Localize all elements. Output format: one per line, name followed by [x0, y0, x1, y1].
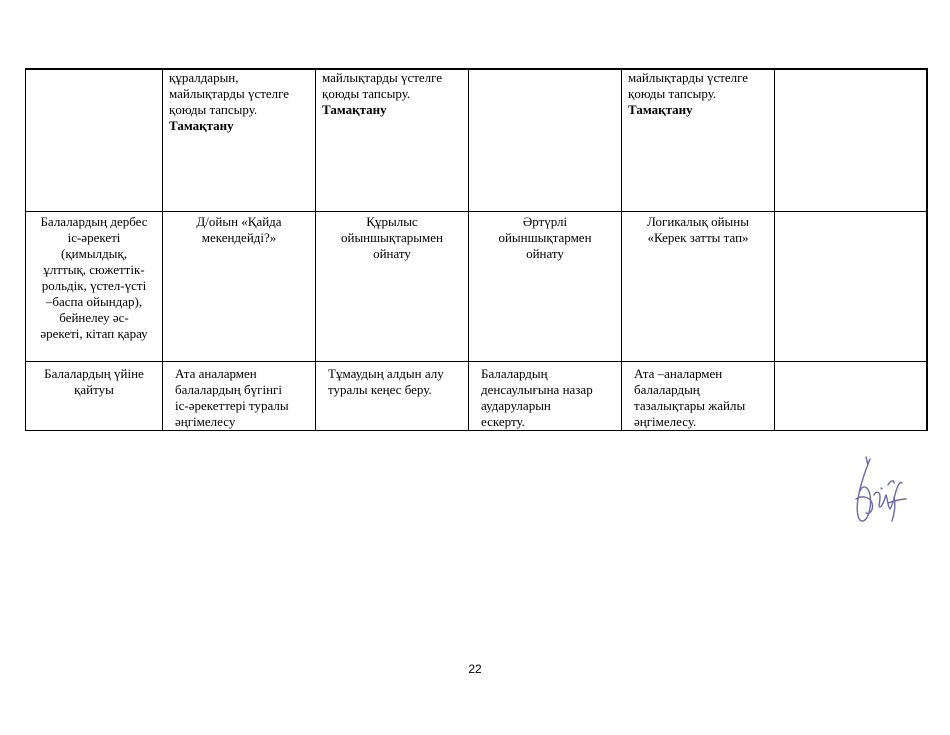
cell-text: әңгімелесу: [175, 413, 236, 429]
cell-text: қоюды тапсыру.: [628, 86, 717, 101]
cell-text: ұлттық, сюжеттік-: [43, 261, 145, 277]
row3-col4-cell: [469, 361, 622, 430]
cell-text: денсаулығына назар: [481, 381, 593, 397]
cell-text: Балалардың: [481, 365, 548, 381]
cell-text: Ата аналармен: [175, 365, 257, 381]
cell-text: майлықтарды үстелге: [322, 70, 443, 85]
cell-text: қоюды тапсыру.: [322, 86, 411, 101]
row1-col5-cell: [622, 69, 775, 211]
cell-text: ойыншықтарымен: [340, 229, 443, 245]
cell-text: Балалардың дербес: [40, 213, 148, 229]
row1-col4-cell: [469, 69, 622, 211]
cell-text: ескерту.: [481, 413, 525, 429]
cell-text: бейнелеу әс-: [59, 309, 129, 325]
cell-text: –баспа ойындар),: [45, 293, 143, 309]
row2-col2-cell: [163, 211, 316, 361]
cell-text: майлықтарды үстелге: [169, 86, 290, 101]
row2-col4-cell: [469, 211, 622, 361]
meal-label: Тамақтану: [628, 102, 693, 117]
cell-text: әңгімелесу.: [634, 413, 697, 429]
row2-col1-cell: [26, 211, 163, 361]
row2-col3-cell: [316, 211, 469, 361]
cell-text: Балалардың үйіне: [44, 365, 144, 381]
cell-text: іс-әрекеттері туралы: [175, 397, 289, 413]
meal-label: Тамақтану: [322, 102, 387, 117]
cell-text: (қимылдық,: [61, 245, 127, 261]
table-row: [26, 69, 927, 211]
cell-text: балалардың бүгінгі: [175, 381, 282, 397]
schedule-table: [25, 68, 928, 431]
cell-text: мекендейді?»: [201, 229, 277, 245]
meal-label: Тамақтану: [169, 118, 234, 133]
cell-text: қайтуы: [74, 381, 114, 397]
cell-text: қоюды тапсыру.: [169, 102, 258, 117]
cell-text: Ата –аналармен: [634, 365, 723, 381]
row3-col1-cell: [26, 361, 163, 430]
row2-col6-cell: [775, 211, 927, 361]
cell-text: «Керек затты тап»: [647, 229, 749, 245]
page-number: 22: [468, 662, 482, 676]
cell-text: тазалықтары жайлы: [634, 397, 746, 413]
cell-text: майлықтарды үстелге: [628, 70, 749, 85]
cell-text: әрекеті, кітап қарау: [40, 325, 148, 341]
table-row: [26, 211, 927, 361]
cell-text: ойыншықтармен: [498, 229, 592, 245]
row3-col3-cell: [316, 361, 469, 430]
row3-col5-cell: [622, 361, 775, 430]
cell-text: балалардың: [634, 381, 700, 397]
cell-text: Д/ойын «Қайда: [196, 213, 282, 229]
table-row: [26, 361, 927, 430]
signature-icon: [848, 455, 908, 527]
cell-text: құралдарын,: [169, 70, 239, 85]
cell-text: аударуларын: [481, 397, 551, 413]
row1-col1-cell: [26, 69, 163, 211]
row1-col6-cell: [775, 69, 927, 211]
row2-col5-cell: [622, 211, 775, 361]
cell-text: Логикалық ойыны: [647, 213, 749, 229]
cell-text: іс-әрекеті: [67, 229, 121, 245]
row3-col2-cell: [163, 361, 316, 430]
cell-text: ойнату: [526, 245, 564, 261]
cell-text: Құрылыс: [366, 213, 418, 229]
cell-text: Тұмаудың алдын алу: [328, 365, 444, 381]
row1-col2-cell: [163, 69, 316, 211]
cell-text: рольдік, үстел-үсті: [41, 277, 147, 293]
row3-col6-cell: [775, 361, 927, 430]
cell-text: туралы кеңес беру.: [328, 381, 432, 397]
cell-text: Әртүрлі: [522, 213, 568, 229]
row1-col3-cell: [316, 69, 469, 211]
cell-text: ойнату: [373, 245, 411, 261]
